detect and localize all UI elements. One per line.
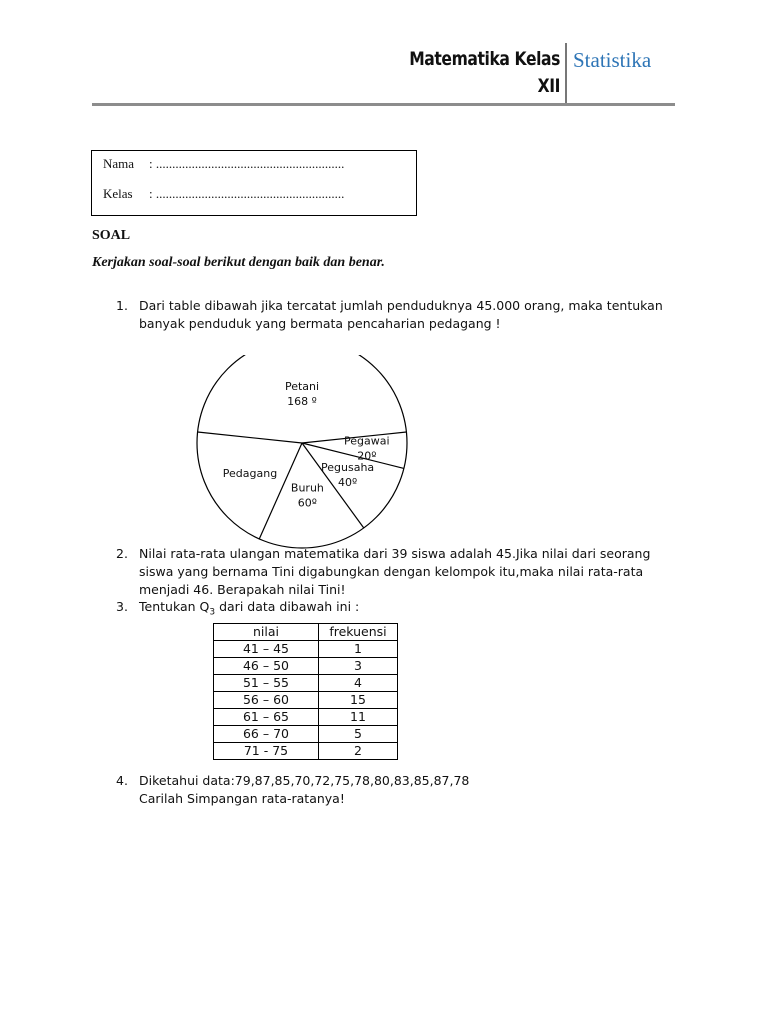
frekuensi-cell: 4	[319, 675, 398, 692]
nilai-cell: 41 – 45	[214, 641, 319, 658]
question-number: 2.	[116, 546, 128, 561]
question-text-line2: Carilah Simpangan rata-ratanya!	[139, 791, 345, 806]
pie-value-pegawai: 20º	[357, 449, 377, 463]
table-row	[214, 658, 398, 675]
question-number: 1.	[116, 298, 128, 313]
question-number: 3.	[116, 599, 128, 614]
table-row	[214, 692, 398, 709]
nama-field: : ..........................................................	[149, 156, 345, 171]
pie-label-pedagang: Pedagang	[222, 467, 278, 480]
pie-label-petani: Petani	[284, 380, 320, 393]
nilai-cell: 66 – 70	[214, 726, 319, 743]
question-text-line1: Diketahui data:79,87,85,70,72,75,78,80,83,85,87,78	[139, 773, 470, 788]
column-header-frekuensi: frekuensi	[319, 624, 398, 641]
frekuensi-cell: 15	[319, 692, 398, 709]
table-row	[214, 726, 398, 743]
table-header-row	[214, 624, 398, 641]
question-number: 4.	[116, 773, 128, 788]
frekuensi-cell: 3	[319, 658, 398, 675]
kelas-field: : ..........................................................	[149, 186, 345, 201]
frekuensi-cell: 2	[319, 743, 398, 760]
nilai-cell: 51 – 55	[214, 675, 319, 692]
question-text: Nilai rata-rata ulangan matematika dari 39 siswa adalah 45.Jika nilai dari seorang siswa yang bernama Tini digabungkan dengan kelompok itu,maka nilai rata-rata menjadi 46. Berapakah nilai Tini!	[139, 546, 651, 597]
frekuensi-cell: 5	[319, 726, 398, 743]
pie-label-buruh: Buruh	[290, 481, 324, 495]
header-divider	[565, 43, 567, 105]
nama-row	[103, 156, 344, 172]
header-rule	[92, 103, 675, 106]
pie-value-petani: 168 º	[287, 395, 317, 408]
instruction: Kerjakan soal-soal berikut dengan baik dan benar.	[92, 255, 385, 270]
frekuensi-cell: 11	[319, 709, 398, 726]
table-row	[214, 641, 398, 658]
subject-title: Statistika	[573, 48, 652, 72]
document-title: Matematika Kelas XII	[409, 48, 560, 97]
column-header-nilai: nilai	[214, 624, 319, 641]
kelas-row	[103, 186, 344, 202]
pie-chart	[190, 355, 420, 550]
nilai-cell: 61 – 65	[214, 709, 319, 726]
nilai-cell: 71 - 75	[214, 743, 319, 760]
nilai-cell: 46 – 50	[214, 658, 319, 675]
pie-value-buruh: 60º	[297, 496, 317, 510]
question-text: Dari table dibawah jika tercatat jumlah penduduknya 45.000 orang, maka tentukan banyak penduduk yang bermata pencaharian pedagang !	[139, 298, 663, 331]
frequency-table	[213, 623, 398, 760]
question-text: Tentukan $Q_3$ dari data dibawah ini :	[139, 599, 360, 618]
section-title: SOAL	[92, 228, 131, 243]
nama-label: Nama	[103, 156, 135, 171]
table-row	[214, 675, 398, 692]
table-row	[214, 743, 398, 760]
nilai-cell: 56 – 60	[214, 692, 319, 709]
pie-value-pegusaha: 40º	[338, 475, 358, 489]
pie-label-pegusaha: Pegusaha	[321, 460, 375, 474]
kelas-label: Kelas	[103, 186, 133, 201]
frekuensi-cell: 1	[319, 641, 398, 658]
student-identity-box	[91, 150, 417, 216]
pie-label-pegawai: Pegawai	[344, 434, 390, 448]
table-row	[214, 709, 398, 726]
